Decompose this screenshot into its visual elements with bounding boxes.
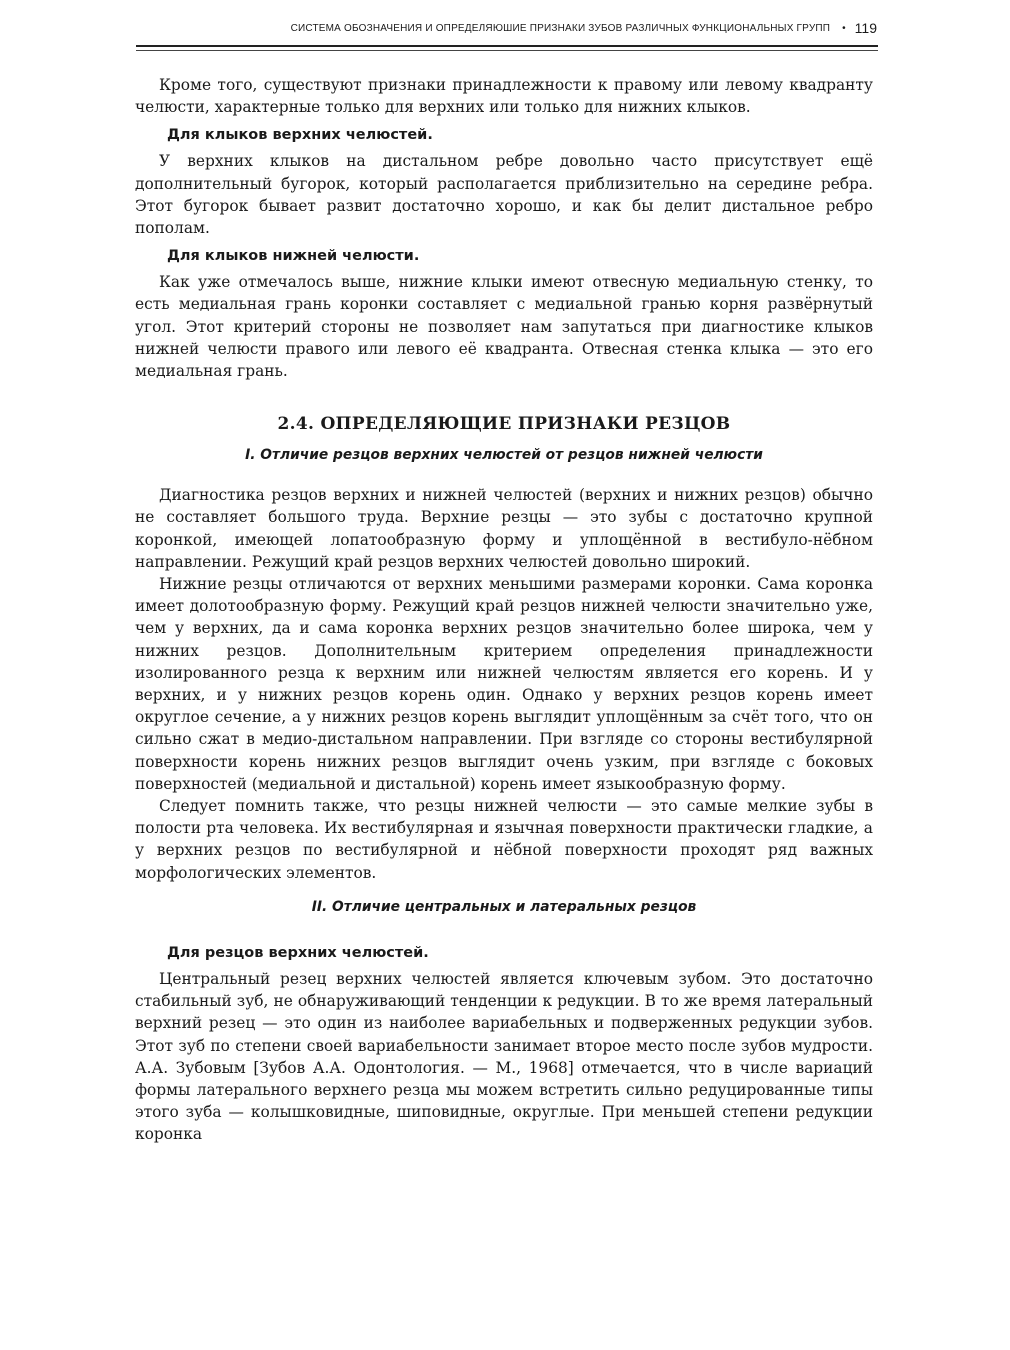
- page-number: 119: [854, 20, 877, 36]
- header-rule-thin: [136, 50, 878, 51]
- subheading-lower-canines: Для клыков нижней челюсти.: [167, 248, 420, 265]
- paragraph-upper-incisors: Центральный резец верхних челюстей является ключевым зубом. Это достаточно стабильный зуб, не обнаруживающий тенденции к редукции. В то же время латеральный верхний резец — это один из наиболее вариабельных и подверженных редукции зубов. Этот зуб по степени своей вариабельности занимает второе место после зубов мудрости. А.А. Зубовым [Зубов А.А. Одонтология. — М., 1968] отмечается, что в числе вариаций формы латерального верхнего резца мы можем встретить сильно редуцированные типы этого зуба — колышковидные, шиповидные, округлые. При меньшей степени редукции коронка: [135, 969, 873, 1144]
- paragraph-intro: Кроме того, существуют признаки принадлежности к правому или левому квадранту челюсти, характерные только для верхних или только для нижних клыков.: [135, 76, 873, 117]
- paragraph-incisors-diagnosis: Диагностика резцов верхних и нижней челюстей (верхних и нижних резцов) обычно не составляет большого труда. Верхние резцы — это зубы с достаточно крупной коронкой, имеющей лопатообразную форму и уплощённой в вестибуло-нёбном направлении. Режущий край резцов верхних челюстей довольно широкий.: [135, 486, 873, 571]
- subsection-heading-1: I. Отличие резцов верхних челюстей от резцов нижней челюсти: [245, 447, 763, 464]
- page-content: [135, 74, 873, 1146]
- header-rule: [136, 45, 878, 47]
- running-header: [140, 14, 877, 42]
- paragraph-upper-canines: У верхних клыков на дистальном ребре довольно часто присутствует ещё дополнительный бугорок, который располагается приблизительно на середине ребра. Этот бугорок бывает развит достаточно хорошо, и как бы делит дистальное ребро пополам.: [135, 152, 873, 238]
- paragraph-lower-incisors: Нижние резцы отличаются от верхних меньшими размерами коронки. Сама коронка имеет долотообразную форму. Режущий край резцов нижней челюсти значительно уже, чем у верхних, да и сама коронка верхних резцов значительно более широка, чем у нижних резцов. Дополнительным критерием определения принадлежности изолированного резца к верхним или нижней челюстям является его корень. И у верхних, и у нижних резцов корень один. Однако у верхних резцов корень имеет округлое сечение, а у нижних резцов корень выглядит уплощённым за счёт того, что он сильно сжат в медио-дистальном направлении. При взгляде со стороны вестибулярной поверхности корень нижних резцов выглядит очень узким, при взгляде с боковых поверхностей (медиальной и дистальной) корень имеет языкообразную форму.: [135, 575, 873, 793]
- paragraph-lower-canines: Как уже отмечалось выше, нижние клыки имеют отвесную медиальную стенку, то есть медиальная грань коронки составляет с медиальной гранью корня развёрнутый угол. Этот критерий стороны не позволяет нам запутаться при диагностике клыков нижней челюсти правого или левого её квадранта. Отвесная стенка клыка — это его медиальная грань.: [135, 273, 873, 381]
- section-title: 2.4. ОПРЕДЕЛЯЮЩИЕ ПРИЗНАКИ РЕЗЦОВ: [277, 414, 731, 435]
- subheading-upper-incisors: Для резцов верхних челюстей.: [167, 944, 429, 961]
- running-title: СИСТЕМА ОБОЗНАЧЕНИЯ И ОПРЕДЕЛЯЮШИЕ ПРИЗНАКИ ЗУБОВ РАЗЛИЧНЫХ ФУНКЦИОНАЛЬНЫХ ГРУПП: [290, 22, 831, 34]
- header-bullet: •: [842, 22, 846, 34]
- paragraph-lower-incisors-note: Следует помнить также, что резцы нижней челюсти — это самые мелкие зубы в полости рта человека. Их вестибулярная и язычная поверхности практически гладкие, а у верхних резцов по вестибулярной и нёбной поверхности проходят ряд важных морфологических элементов.: [135, 797, 873, 882]
- subheading-upper-canines: Для клыков верхних челюстей.: [167, 127, 433, 144]
- subsection-heading-2: II. Отличие центральных и латеральных резцов: [311, 898, 697, 915]
